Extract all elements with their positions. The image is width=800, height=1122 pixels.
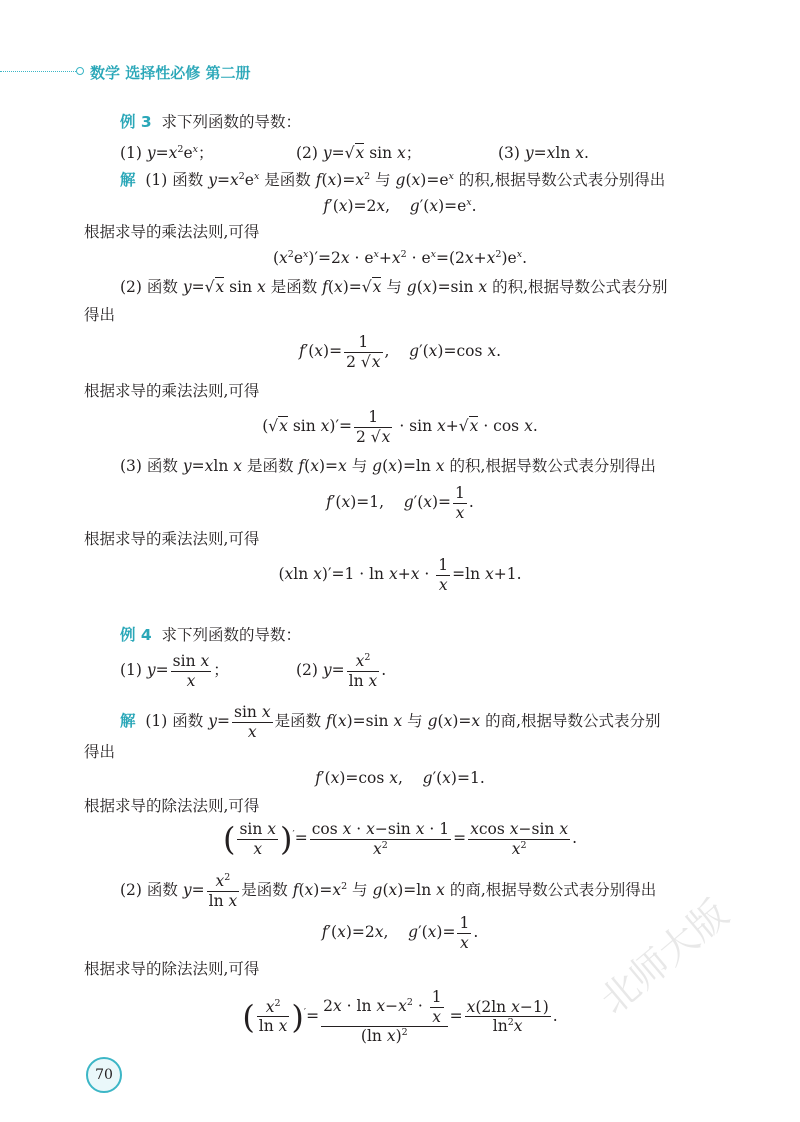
formula-3-2-derivs: f′(x)= $\frac{1}{2 √x}$ , g′(x)=cos x. bbox=[298, 333, 502, 371]
example-4-heading bbox=[120, 626, 301, 645]
solution-4-line-1-cont: 得出 bbox=[84, 743, 116, 761]
rule-mul-3: 根据求导的乘法法则,可得 bbox=[84, 530, 260, 548]
header-dotted-line bbox=[0, 71, 76, 72]
page-number: 70 bbox=[86, 1057, 122, 1093]
example-4-prompt: 求下列函数的导数： bbox=[161, 626, 302, 644]
solution-label: 解 bbox=[120, 171, 136, 189]
example-3-prompt: 求下列函数的导数： bbox=[161, 113, 302, 131]
formula-4-1-derivs: f′(x)=cos x, g′(x)=1. bbox=[315, 769, 485, 787]
example-3-item-2: (2) y=√x sin x； bbox=[296, 144, 422, 162]
example-3-item-3: (3) y=xln x. bbox=[498, 144, 589, 162]
example-4-item-2: (2) y= $\frac{x^2}{\text{ln x}}$ . bbox=[296, 652, 387, 690]
header-circle-marker bbox=[76, 67, 84, 75]
solution-4-line-1: 解 (1) 函数 y= $\frac{\text{sin x}}{x}$ 是函数 f(x)=sin x 与 g(x)=x 的商,根据导数公式表分别 bbox=[120, 703, 661, 741]
formula-3-1-result: $(x^2e^x)'=2x \cdot e^x+x^2 \cdot e^x=(2x+x^2)e^x$. bbox=[272, 249, 527, 267]
formula-3-3-result: (xln x)′=1 · ln x+x · $\frac{1}{x}$ =ln x+1. bbox=[278, 556, 522, 594]
example-3-item-1: (1) $y=x^2e^x$； bbox=[120, 144, 214, 162]
rule-mul-2: 根据求导的乘法法则,可得 bbox=[84, 382, 260, 400]
formula-4-2-result: ( $\frac{x^2}{\text{ln x}}$ )′= $2x \cdot \ln x-x^2$ · $\frac{1}{x}$ (ln x)$^2$ = $\frac{\text{x(2ln x−1)}}{\ln^2x}$ . bbox=[242, 988, 558, 1046]
solution-3-line-1: 解 (1) 函数 $y=x^2e^x$ 是函数 $f(x)=x^2$ 与 $g(x)=e^x$ 的积,根据导数公式表分别得出 bbox=[120, 171, 666, 189]
rule-div-1: 根据求导的除法法则,可得 bbox=[84, 797, 260, 815]
solution-3-line-3: (3) 函数 y=xln x 是函数 f(x)=x 与 g(x)=ln x 的积,根据导数公式表分别得出 bbox=[120, 457, 656, 475]
formula-4-1-result: ( $\frac{\text{sin x}}{x}$ )′= $\frac{\text{cos x · x−sin x · 1}}{x^2}$ = $\frac{\text{xcos x−sin x}}{x^2}$ . bbox=[222, 820, 578, 859]
example-4-item-1: (1) y= $\frac{\text{sin x}}{x}$ ； bbox=[120, 652, 229, 690]
example-3-heading bbox=[120, 113, 301, 132]
formula-3-3-derivs: f′(x)=1, g′(x)= $\frac{1}{x}$ . bbox=[326, 484, 474, 522]
header-title: 数学 选择性必修 第二册 bbox=[90, 64, 251, 82]
rule-div-2: 根据求导的除法法则,可得 bbox=[84, 960, 260, 978]
formula-3-2-result: (√x sin x)′= $\frac{1}{2 √x}$ · sin x+√x · cos x. bbox=[262, 408, 538, 446]
rule-mul-1: 根据求导的乘法法则,可得 bbox=[84, 223, 260, 241]
example-3-label: 例 3 bbox=[120, 113, 152, 131]
solution-3-line-2: (2) 函数 y=√x sin x 是函数 f(x)=√x 与 g(x)=sin x 的积,根据导数公式表分别 bbox=[120, 278, 668, 296]
publisher-watermark: 北师大版 bbox=[591, 891, 737, 1023]
formula-3-1-derivs: f′(x)=2x, $g'(x)=e^x$. bbox=[323, 197, 477, 215]
solution-3-line-2-cont: 得出 bbox=[84, 306, 116, 324]
solution-4-line-2: (2) 函数 y= $\frac{x^2}{\text{ln x}}$ 是函数 $f(x)=x^2$ 与 g(x)=ln x 的商,根据导数公式表分别得出 bbox=[120, 872, 657, 910]
formula-4-2-derivs: f′(x)=2x, g′(x)= $\frac{1}{x}$ . bbox=[321, 914, 479, 952]
example-4-label: 例 4 bbox=[120, 626, 152, 644]
